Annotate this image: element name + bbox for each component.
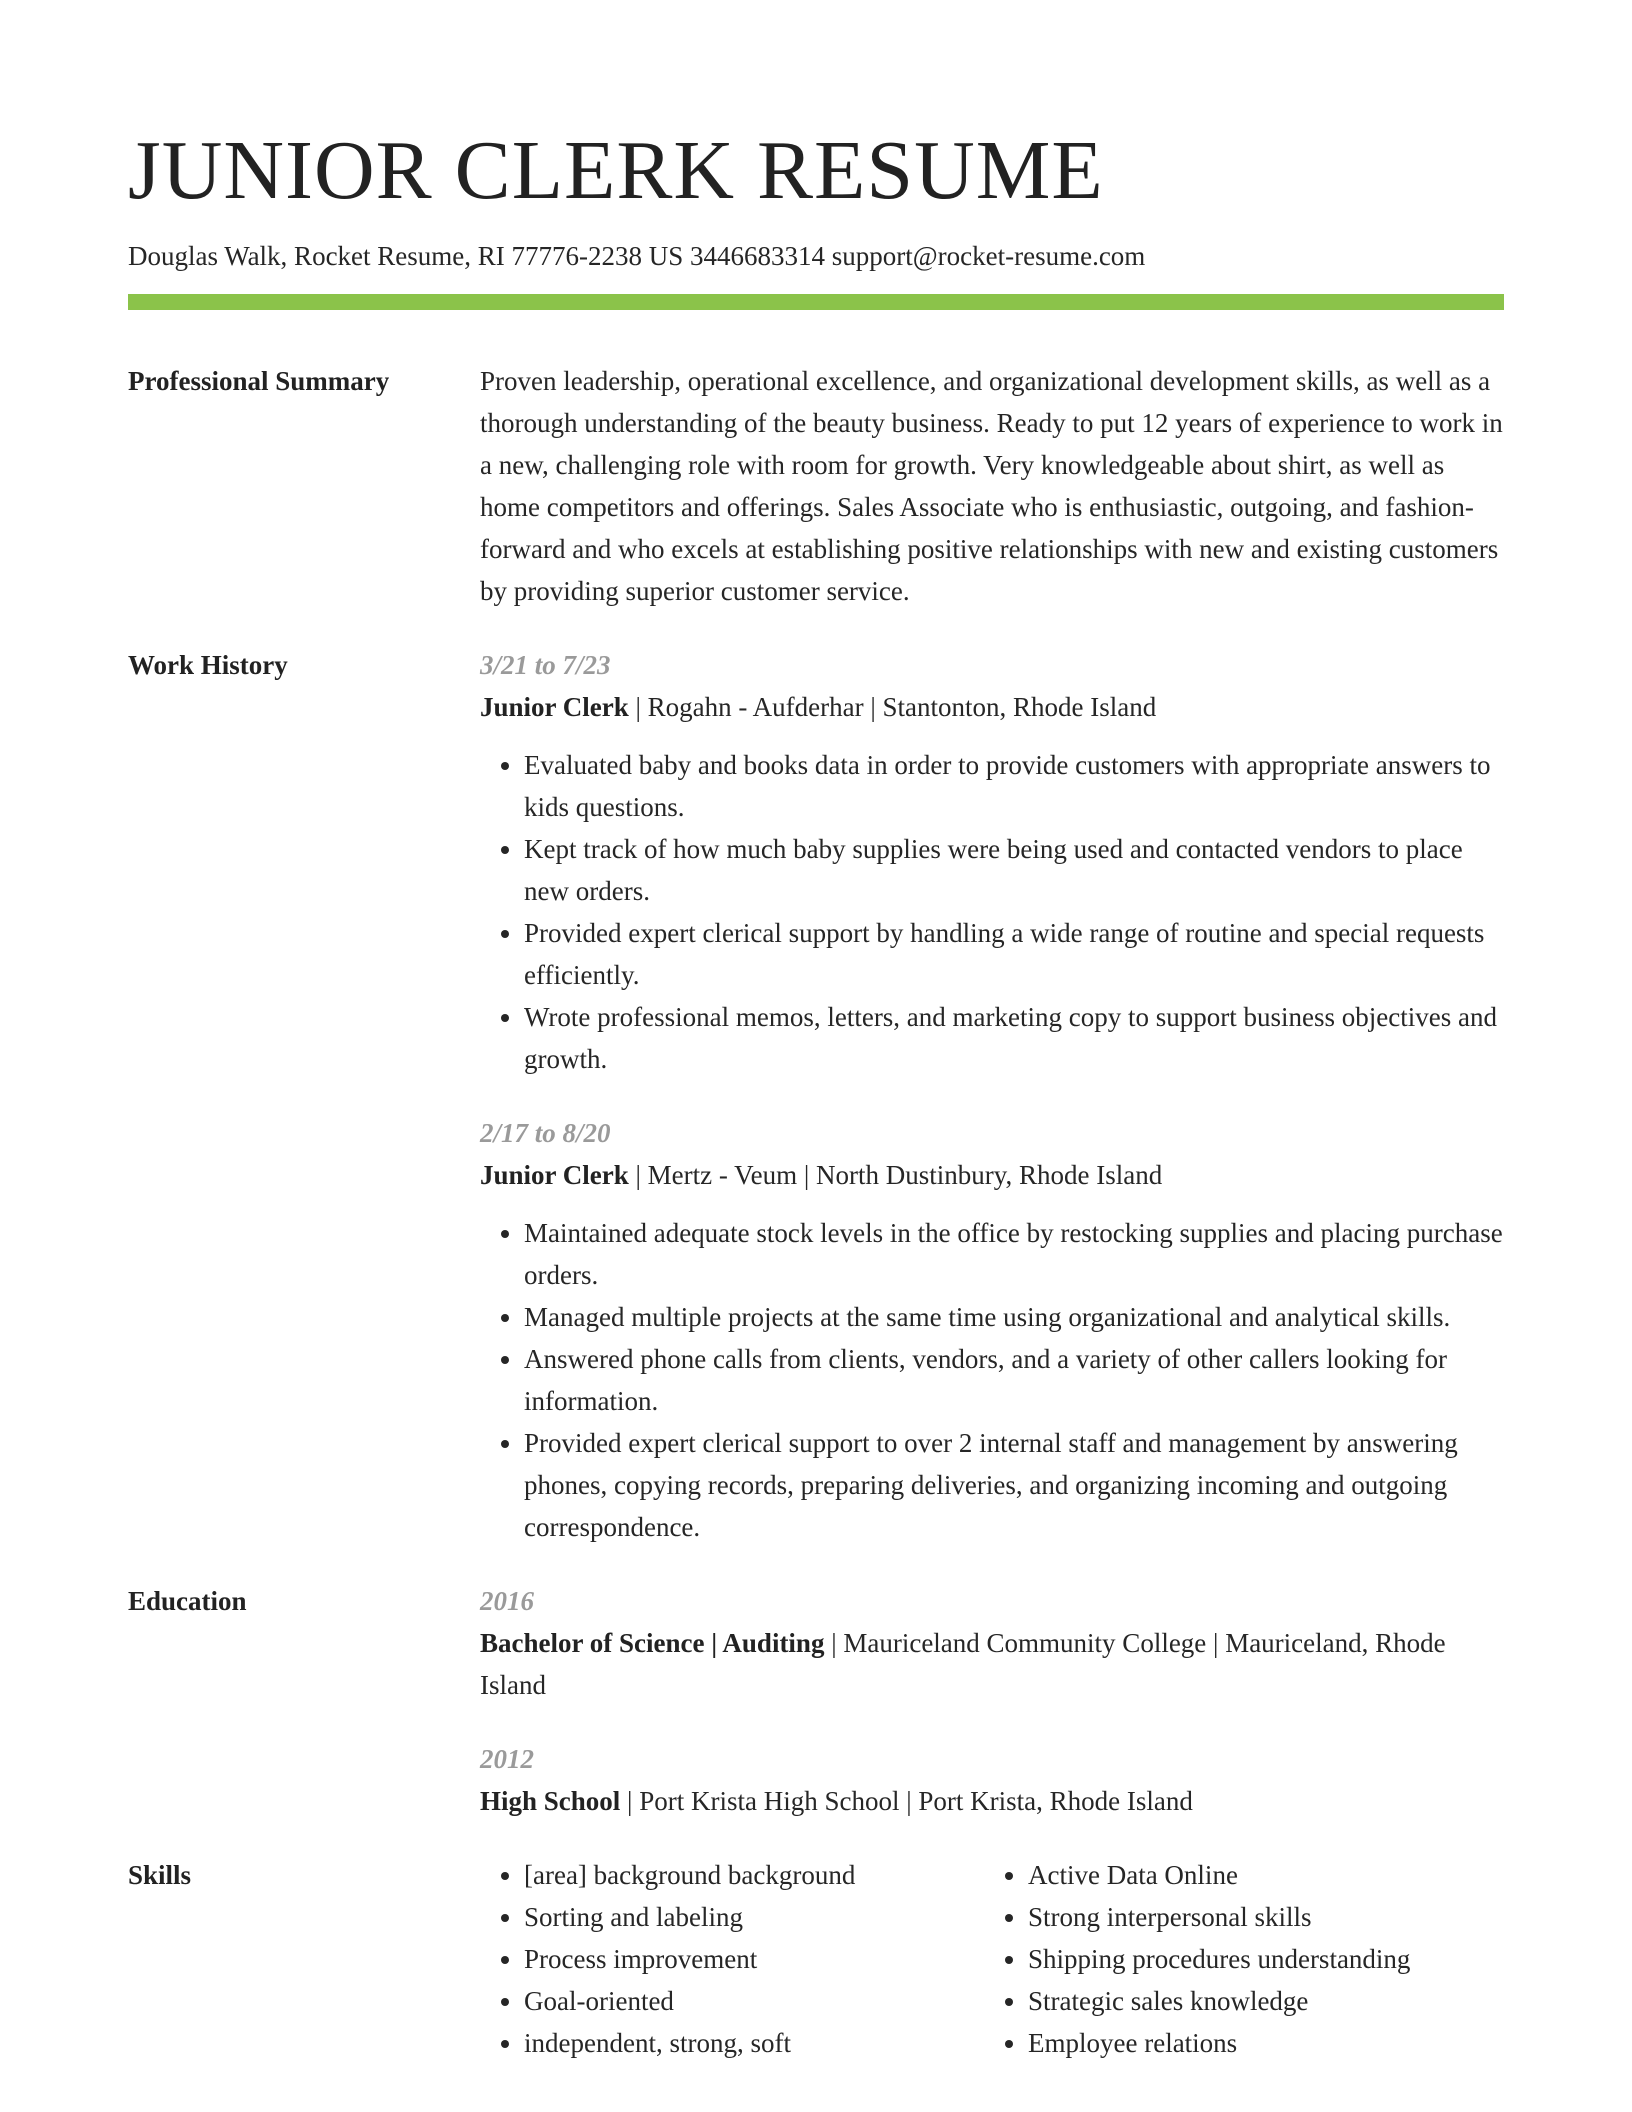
education-heading-line: [480, 1622, 1504, 1706]
list-item: • Provided expert clerical support by handling a wide range of routine and special requests efficiently.: [524, 912, 1504, 996]
summary-text: Proven leadership, operational excellence, and organizational development skills, as well as a thorough understanding of the beauty business. Ready to put 12 years of experience to work in a new, challenging role with room for growth. Very knowledgeable about shirt, as well as home competitors and offerings. Sales Associate who is enthusiastic, outgoing, and fashion-forward and who excels at establishing positive relationships with new and existing customers by providing superior customer service.: [480, 366, 1503, 606]
skill-item: • Sorting and labeling: [524, 1896, 984, 1938]
work-history-section: [128, 644, 1504, 1548]
skill-item: • independent, strong, soft: [524, 2022, 984, 2064]
skill-item: • Employee relations: [1028, 2022, 1410, 2064]
skill-item: • Strategic sales knowledge: [1028, 1980, 1410, 2022]
job-dates: 2/17 to 8/20: [480, 1118, 611, 1148]
education-details: | Port Krista High School | Port Krista, Rhode Island: [620, 1786, 1193, 1816]
skill-item: • Active Data Online: [1028, 1854, 1410, 1896]
summary-section: [128, 360, 1504, 612]
education-entry: [480, 1580, 1504, 1706]
skill-item: • [area] background background: [524, 1854, 984, 1896]
job-heading: [480, 686, 1504, 728]
job-title: Junior Clerk: [480, 1160, 629, 1190]
job-title: Junior Clerk: [480, 692, 629, 722]
skill-item: • Shipping procedures understanding: [1028, 1938, 1410, 1980]
job-bullets: [480, 1212, 1504, 1548]
skill-item: • Process improvement: [524, 1938, 984, 1980]
job-entry: [480, 644, 1504, 1080]
skills-list-right: [984, 1854, 1410, 2064]
resume-page: [128, 0, 1504, 2064]
list-item: • Managed multiple projects at the same time using organizational and analytical skills.: [524, 1296, 1504, 1338]
job-details: | Mertz - Veum | North Dustinbury, Rhode Island: [628, 1160, 1163, 1190]
education-year: 2016: [480, 1586, 534, 1616]
list-item: • Wrote professional memos, letters, and marketing copy to support business objectives and growth.: [524, 996, 1504, 1080]
work-history-heading: Work History: [128, 650, 288, 680]
skills-section: [128, 1854, 1504, 2064]
contact-line: Douglas Walk, Rocket Resume, RI 77776-2238 US 3446683314 support@rocket-resume.com: [128, 241, 1146, 271]
education-entry: [480, 1738, 1504, 1822]
degree-name: Bachelor of Science | Auditing: [480, 1628, 825, 1658]
skills-heading: Skills: [128, 1860, 192, 1890]
degree-name: High School: [480, 1786, 621, 1816]
list-item: • Maintained adequate stock levels in the office by restocking supplies and placing purchase orders.: [524, 1212, 1504, 1296]
list-item: • Evaluated baby and books data in order to provide customers with appropriate answers to kids questions.: [524, 744, 1504, 828]
education-details: | Mauriceland Community College | Mauriceland, Rhode Island: [480, 1628, 1446, 1700]
education-year: 2012: [480, 1744, 534, 1774]
skill-item: • Strong interpersonal skills: [1028, 1896, 1410, 1938]
accent-divider: [128, 294, 1504, 310]
summary-heading: Professional Summary: [128, 366, 390, 396]
list-item: • Answered phone calls from clients, vendors, and a variety of other callers looking for information.: [524, 1338, 1504, 1422]
list-item: • Provided expert clerical support to over 2 internal staff and management by answering phones, copying records, preparing deliveries, and organizing incoming and outgoing correspondence.: [524, 1422, 1504, 1548]
job-heading: [480, 1154, 1504, 1196]
education-heading: Education: [128, 1586, 247, 1616]
job-bullets: [480, 744, 1504, 1080]
skill-item: • Goal-oriented: [524, 1980, 984, 2022]
resume-title: JUNIOR CLERK RESUME: [128, 124, 1104, 217]
education-section: [128, 1580, 1504, 1822]
education-heading-line: [480, 1780, 1504, 1822]
job-details: | Rogahn - Aufderhar | Stantonton, Rhode Island: [628, 692, 1157, 722]
job-entry: [480, 1112, 1504, 1548]
skills-columns: [480, 1854, 1504, 2064]
list-item: • Kept track of how much baby supplies were being used and contacted vendors to place new orders.: [524, 828, 1504, 912]
skills-list-left: [480, 1854, 984, 2064]
job-dates: 3/21 to 7/23: [480, 650, 611, 680]
